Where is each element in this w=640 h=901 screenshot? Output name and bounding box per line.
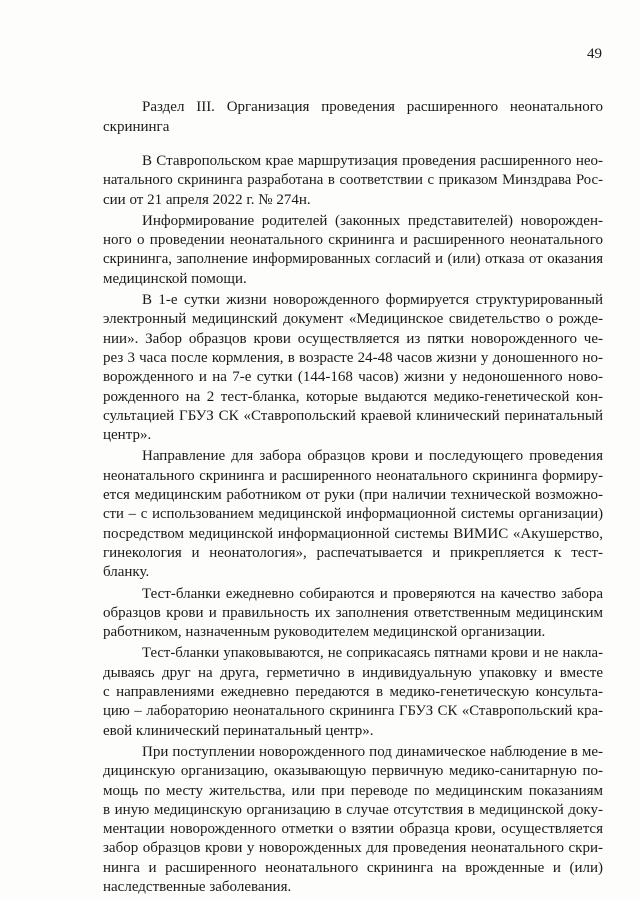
text-line: гинекология и неонатология», распечатывается и прикрепляется к тест- bbox=[103, 544, 603, 561]
text-line: ворожденного и на 7-е сутки (144-168 часов) жизни у недоношенного ново- bbox=[103, 369, 603, 386]
paragraph bbox=[103, 585, 603, 643]
text-line: с направлениями ежедневно передаются в медико-генетическую консульта- bbox=[103, 684, 603, 701]
text-line: посредством медицинской информационной системы ВИМИС «Акушерство, bbox=[103, 525, 603, 542]
text-line: забор образцов крови у новорожденных для проведения неонатального скри- bbox=[103, 840, 603, 857]
text-line: нии». Забор образцов крови осуществляется из пятки новорожденного че- bbox=[103, 330, 603, 347]
section-title-line: Раздел III. Организация проведения расширенного неонатального bbox=[142, 99, 603, 115]
text-line: центр». bbox=[103, 427, 152, 444]
text-line: работником, назначенным руководителем медицинской организации. bbox=[103, 624, 546, 641]
text-line: Тест-бланки упаковываются, не соприкасаясь пятнами крови и не накла- bbox=[142, 645, 603, 662]
text-line: сультацией ГБУЗ СК «Ставропольский краевой клинический перинатальный bbox=[103, 407, 603, 424]
text-line: Направление для забора образцов крови и последующего проведения bbox=[142, 448, 603, 465]
paragraph bbox=[103, 212, 603, 289]
text-line: При поступлении новорожденного под динамическое наблюдение в ме- bbox=[142, 743, 603, 760]
document-body bbox=[103, 152, 603, 897]
text-line: мощь по месту жительства, или при переводе по медицинским показаниям bbox=[103, 782, 603, 799]
text-line: натального скрининга разработана в соответствии с приказом Минздрава Рос- bbox=[103, 172, 603, 189]
text-line: медицинской помощи. bbox=[103, 270, 247, 287]
text-line: скрининга, заполнение информированных согласий и (или) отказа от оказания bbox=[103, 251, 603, 268]
text-line: бланку. bbox=[103, 564, 150, 581]
paragraph bbox=[103, 644, 603, 740]
text-line: Тест-бланки ежедневно собираются и проверяются на качество забора bbox=[142, 585, 603, 602]
paragraph bbox=[103, 152, 603, 210]
text-line: цию – лабораторию неонатального скрининга ГБУЗ СК «Ставропольский кра- bbox=[103, 703, 603, 720]
text-line: электронный медицинский документ «Медицинское свидетельство о рожде- bbox=[103, 311, 603, 328]
text-line: дываясь друг на друга, герметично в индивидуальную упаковку и вместе bbox=[103, 664, 603, 681]
text-line: наследственные заболевания. bbox=[103, 878, 292, 895]
page-number: 49 bbox=[587, 46, 602, 62]
text-line: рожденного на 2 тест-бланка, которые выдаются медико-генетической кон- bbox=[103, 388, 603, 405]
text-line: в иную медицинскую организацию в случае отсутствия в медицинской доку- bbox=[103, 801, 603, 818]
text-line: неонатального скрининга и расширенного неонатального скрининга формиру- bbox=[103, 467, 603, 484]
paragraph bbox=[103, 743, 603, 897]
text-line: дицинскую организацию, оказывающую первичную медико-санитарную по- bbox=[103, 763, 603, 780]
text-line: образцов крови и правильность их заполнения ответственным медицинским bbox=[103, 604, 603, 621]
text-line: евой клинический перинатальный центр». bbox=[103, 722, 374, 739]
text-line: сии от 21 апреля 2022 г. № 274н. bbox=[103, 191, 311, 208]
text-line: рез 3 часа после кормления, в возрасте 24-48 часов жизни у доношенного но- bbox=[103, 349, 603, 366]
text-line: ется медицинским работником от руки (при наличии технической возможно- bbox=[103, 487, 603, 504]
section-title bbox=[103, 98, 603, 137]
text-line: В 1-е сутки жизни новорожденного формируется структурированный bbox=[142, 292, 603, 309]
text-line: нинга и расширенного неонатального скрининга на врожденные и (или) bbox=[103, 859, 603, 876]
text-line: ного о проведении неонатального скрининга и расширенного неонатального bbox=[103, 232, 603, 249]
text-line: сти – с использованием медицинской информационной системы организации) bbox=[103, 506, 603, 523]
text-line: ментации новорожденного отметки о взятии образца крови, осуществляется bbox=[103, 821, 603, 838]
text-line: Информирование родителей (законных представителей) новорожден- bbox=[142, 212, 603, 229]
paragraph bbox=[103, 291, 603, 445]
section-title-line: скрининга bbox=[103, 118, 170, 135]
paragraph bbox=[103, 447, 603, 582]
text-line: В Ставропольском крае маршрутизация проведения расширенного нео- bbox=[142, 153, 603, 169]
